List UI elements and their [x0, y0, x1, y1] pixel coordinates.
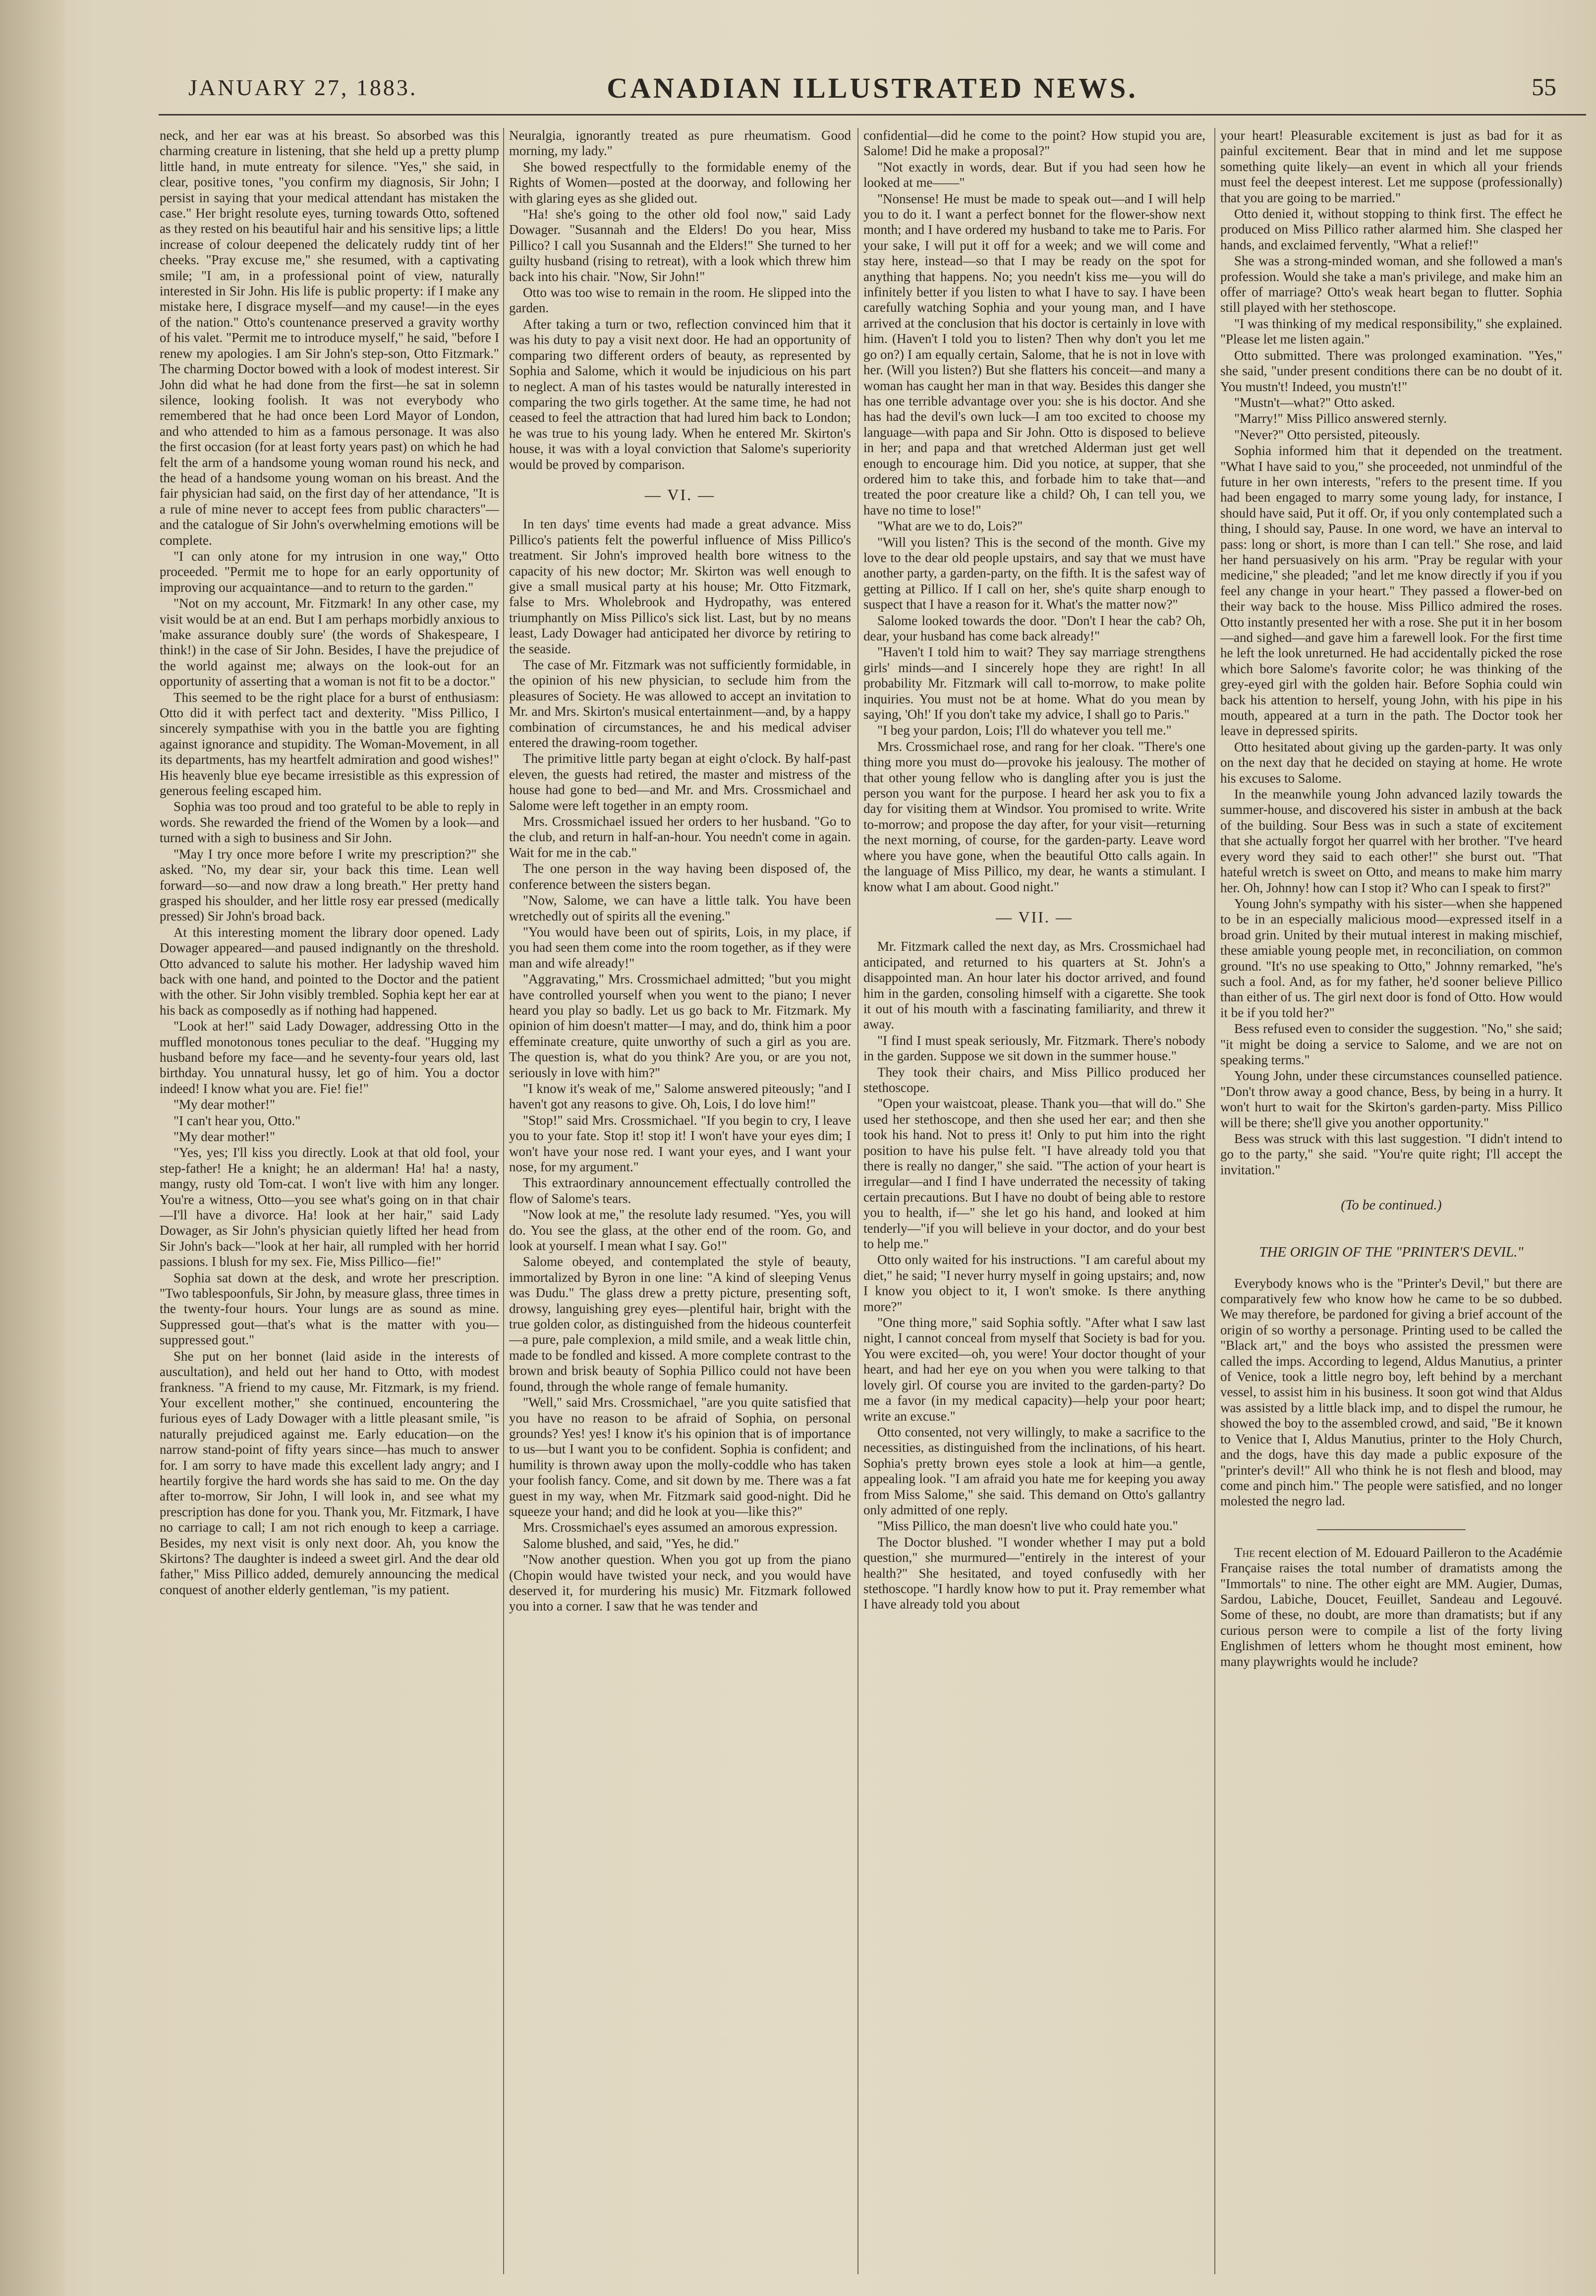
paragraph: "Now look at me," the resolute lady resumed. "Yes, you will do. You see the glass, at the other end of the room. Go, and look at yourself. I mean what I say. Go!"	[509, 1207, 851, 1254]
paragraph: "My dear mother!"	[173, 1129, 275, 1144]
note-lead-word: The	[1234, 1545, 1255, 1560]
paragraph: "What are we to do, Lois?"	[877, 518, 1023, 534]
paragraph: The Doctor blushed. "I wonder whether I may put a bold question," she murmured—"entirely in the interest of your health?" She hesitated, and toyed confusedly with her stethoscope. "I hardly know how to put it. Pray remember what I have already told you about	[863, 1534, 1205, 1612]
paragraph: After taking a turn or two, reflection convinced him that it was his duty to pay a visit next door. He had an opportunity of comparing two different orders of beauty, as represented by Sophia and Salome, which it would be injudicious on his part to neglect. A man of his tastes would be naturally interested in comparing the two girls together. At the same time, he had not ceased to feel the attraction that had lured him back to London; he was true to his young lady. When he entered Mr. Skirton's house, it was with a loyal conviction that Salome's superiority would be proved by comparison.	[509, 316, 851, 472]
paragraph: Bess refused even to consider the suggestion. "No," she said; "it might be doing a service to Salome, and we are not on speaking terms."	[1220, 1021, 1562, 1067]
paragraph: Salome blushed, and said, "Yes, he did."	[523, 1536, 740, 1551]
paragraph: "Not exactly in words, dear. But if you had seen how he looked at me——"	[863, 159, 1205, 190]
paragraph: Sophia informed him that it depended on the treatment. "What I have said to you," she proceeded, not unmindful of the future in her own interests, "refers to the present time. If you had been engaged to marry some young lady, for instance, I should have said, Put it off. Or, if you only contemplated such a thing, I should say, Pause. In one word, we have an interval to pass: long or short, is more than I can tell." She rose, and laid her hand persuasively on his arm. "Pray be regular with your medicine," she pleaded; "and let me know directly if you if you feel any change in your heart." They passed a flower-bed on their way back to the house. Miss Pillico admired the roses. Otto instantly presented her with a rose. She put it in her bosom—and sighed—and gave him a farewell look. For the first time he left the look unreturned. He had accidentally picked the rose which bore Salome's favorite color; he was thinking of the grey-eyed girl with the golden hair. Before Sophia could win back his attention to herself, young John, with his pipe in his mouth, appeared at a turn in the path. The Doctor took her leave in depressed spirits.	[1220, 443, 1562, 739]
paragraph: "Marry!" Miss Pillico answered sternly.	[1234, 411, 1447, 426]
paragraph: "Stop!" said Mrs. Crossmichael. "If you begin to cry, I leave you to your fate. Stop it! stop it! I won't have your eyes dim; I won't have your nose red. I want your eyes, and I want your nose, for my argument."	[509, 1112, 851, 1174]
column-4	[1220, 128, 1562, 2279]
paragraph: Mr. Fitzmark called the next day, as Mrs. Crossmichael had anticipated, and returned to his quarters at St. John's a disappointed man. An hour later his doctor arrived, and found him in the garden, consoling himself with a cigarette. She took it out of his mouth with a fascinating familiarity, and threw it away.	[863, 939, 1205, 1032]
paragraph: "I can only atone for my intrusion in one way," Otto proceeded. "Permit me to hope for an early opportunity of improving our acquaintance—and to return to the garden."	[160, 548, 499, 595]
paragraph: "One thing more," said Sophia softly. "After what I saw last night, I cannot conceal from myself that Society is bad for you. You were excited—oh, you were! Your doctor thought of your heart, and had her eye on you when you were talking to that lovely girl. Of course you are invited to the garden-party? Do me a favor (in my medical capacity)—help your poor heart; write an excuse."	[863, 1315, 1205, 1424]
paragraph: "I beg your pardon, Lois; I'll do whatever you tell me."	[877, 723, 1172, 738]
paragraph: "I know it's weak of me," Salome answered piteously; "and I haven't got any reasons to give. Oh, Lois, I do love him!"	[509, 1081, 851, 1112]
paragraph: Sophia sat down at the desk, and wrote her prescription. "Two tablespoonfuls, Sir John, by measure glass, three times in the twenty-four hours. Your lungs are as sound as mine. Suppressed gout—that's what is the matter with you—suppressed gout."	[160, 1270, 499, 1348]
column-divider	[857, 128, 858, 2274]
paragraph: She was a strong-minded woman, and she followed a man's profession. Would she take a man's privilege, and make him an offer of marriage? Otto's weak heart began to flutter. Sophia still played with her stethoscope.	[1220, 253, 1562, 315]
paragraph: This extraordinary announcement effectually controlled the flow of Salome's tears.	[509, 1175, 851, 1206]
paragraph: She put on her bonnet (laid aside in the interests of auscultation), and held out her hand to Otto, with modest frankness. "A friend to my cause, Mr. Fitzmark, is my friend. Your excellent mother," she continued, encountering the furious eyes of Lady Dowager with a little pleasant smile, "is naturally prejudiced against me. Early education—on the narrow stand-point of fifty years since—has much to answer for. I am sorry to have made this excellent lady angry; and I heartily forgive the hard words she has said to me. On the day after to-morrow, Sir John, I will look in, and see what my prescription has done for you. Thank you, Mr. Fitzmark, I have no carriage to call; I am not rich enough to keep a carriage. Besides, my next visit is only next door. Ah, you know the Skirtons? The daughter is indeed a sweet girl. And the dear old father," Miss Pillico added, demurely announcing the medical conquest of another elderly gentleman, "is my patient.	[160, 1348, 499, 1597]
paragraph: "I was thinking of my medical responsibility," she explained. "Please let me listen again."	[1220, 316, 1562, 347]
paragraph: In ten days' time events had made a great advance. Miss Pillico's patients felt the powerful influence of Miss Pillico's treatment. Sir John's improved health bore witness to the capacity of his new doctor; Mr. Skirton was well enough to give a small musical party at his house; Mr. Otto Fitzmark, false to Mrs. Wholebrook and Hydropathy, was entered triumphantly on Miss Pillico's sick list. Last, but by no means least, Lady Dowager had anticipated her divorce by retiring to the seaside.	[509, 517, 851, 656]
paragraph: Sophia was too proud and too grateful to be able to reply in words. She rewarded the friend of the Women by a look—and turned with a sigh to business and Sir John.	[160, 799, 499, 846]
paragraph: "Now, Salome, we can have a little talk. You have been wretchedly out of spirits all the evening."	[509, 893, 851, 923]
paragraph: Otto consented, not very willingly, to make a sacrifice to the necessities, as distinguished from the inclinations, of his heart. Sophia's pretty brown eyes stole a look at him—a gentle, appealing look. "I am afraid you hate me for keeping you away from Miss Salome," she said. This demand on Otto's gallantry only admitted of one reply.	[863, 1424, 1205, 1517]
paragraph: Otto was too wise to remain in the room. He slipped into the garden.	[509, 285, 851, 316]
paragraph: Bess was struck with this last suggestion. "I didn't intend to go to the party," she said. "You're quite right; I'll accept the invitation."	[1220, 1131, 1562, 1177]
paragraph: "May I try once more before I write my prescription?" she asked. "No, my dear sir, your back this time. Lean well forward—so—and now draw a long breath." Her pretty hand grasped his shoulder, and her little rosy ear pressed (medically pressed) Sir John's broad back.	[160, 846, 499, 924]
paragraph: "Yes, yes; I'll kiss you directly. Look at that old fool, your step-father! He a knight; he an alderman! Ha! ha! a nasty, mangy, rusty old Tom-cat. I won't live with him any longer. You're a witness, Otto—you see what's going on in that chair—I'll have a divorce. Ha! look at her hair," said Lady Dowager, as Sir John's physician quietly lifted her head from Sir John's back—"look at her hair, all rumpled with her horrid passions. I blush for my sex. Fie, Miss Pillico—fie!"	[160, 1145, 499, 1269]
paragraph: Otto only waited for his instructions. "I am careful about my diet," he said; "I never hurry myself in going upstairs; and, now I know you object to it, I won't smoke. Is there anything more?"	[863, 1252, 1205, 1314]
paragraph: "Not on my account, Mr. Fitzmark! In any other case, my visit would be at an end. But I am perhaps morbidly anxious to 'make assurance doubly sure' (the words of Shakespeare, I think!) in the case of Sir John. Besides, I have the prejudice of the world against me; always on the look-out for an opportunity of asserting that a woman is not fit to be a doctor."	[160, 596, 499, 689]
paragraph: your heart! Pleasurable excitement is just as bad for it as painful excitement. Bear that in mind and let me suppose something quite likely—an event in which all your friends must feel the deepest interest. Let me suppose (professionally) that you are going to be married."	[1220, 128, 1562, 205]
paragraph: "Mustn't—what?" Otto asked.	[1234, 395, 1395, 410]
paragraph: "Aggravating," Mrs. Crossmichael admitted; "but you might have controlled yourself when you went to the piano; I never heard you play so badly. Let us go back to Mr. Fitzmark. My opinion of him doesn't matter—I may, and do, think him a poor effeminate creature, quite unworthy of such a girl as you are. The question is, what do you think? Are you, or are you not, seriously in love with him?"	[509, 972, 851, 1080]
paragraph: The primitive little party began at eight o'clock. By half-past eleven, the guests had retired, the master and mistress of the house had gone to bed—and Mr. and Mrs. Crossmichael and Salome were left together in an empty room.	[509, 751, 851, 813]
note-text: recent election of M. Edouard Pailleron to the Académie Française raises the total number of dramatists among the "Immortals" to nine. The other eight are MM. Augier, Dumas, Sardou, Labiche, Doucet, Feuillet, Sandeau and Legouvé. Some of these, no doubt, are more than dramatists; but if any curious person were to compile a list of the forty living Englishmen of letters whom he thought most eminent, how many playwrights would he include?	[1220, 1545, 1562, 1669]
column-divider	[1214, 128, 1215, 2274]
paragraph: "Now another question. When you got up from the piano (Chopin would have twisted your neck, and you would have deserved it, for murdering his music) Mr. Fitzmark followed you into a corner. I saw that he was tender and	[509, 1552, 851, 1614]
paragraph: Mrs. Crossmichael's eyes assumed an amorous expression.	[523, 1520, 838, 1535]
page-number: 55	[1532, 73, 1556, 101]
masthead	[188, 74, 1556, 114]
paragraph: neck, and her ear was at his breast. So absorbed was this charming creature in listening, that she held up a pretty plump little hand, in mute entreaty for silence. "Yes," she said, in clear, positive tones, "you confirm my diagnosis, Sir John; I persist in saying that your medical attendant has mistaken the case." Her bright resolute eyes, turning towards Otto, softened as they rested on his beautiful hair and his sensitive lips; a little increase of colour deepened the delicately ruddy tint of her cheeks. "Pray excuse me," she resumed, with a captivating smile; "I am, in a professional point of view, naturally interested in Sir John. His life is public property: if I make any mistake here, I disgrace myself—and my cause!—in the eyes of the nation." Otto's countenance preserved a gravity worthy of his valet. "Permit me to introduce myself," he said, "before I renew my apologies. I am Sir John's step-son, Otto Fitzmark." The charming Doctor bowed with a look of modest interest. Sir John did what he had done from the first—he sat in solemn silence, looking foolish. It was not everybody who remembered that he had once been Lord Mayor of London, and who attended to him as a famous personage. It was also the first occasion (for at least forty years past) on which he had felt the arm of a handsome young woman round his neck, and the head of a handsome young woman on his breast. And the fair physician had said, on the first day of her attendance, "It is a rule of mine never to accept fees from public characters"—and the catalogue of Sir John's overwhelming emotions will be complete.	[160, 128, 499, 548]
paragraph: Otto denied it, without stopping to think first. The effect he produced on Miss Pillico rather alarmed him. She clasped her hands, and exclaimed fervently, "What a relief!"	[1220, 206, 1562, 252]
paragraph: She bowed respectfully to the formidable enemy of the Rights of Women—posted at the doorway, and following her with glaring eyes as she glided out.	[509, 159, 851, 206]
to-be-continued-note: (To be continued.)	[1341, 1198, 1442, 1213]
column-2	[509, 128, 851, 2279]
column-3	[863, 128, 1205, 2279]
paragraph: Everybody knows who is the "Printer's Devil," but there are comparatively few who know how he came to be so dubbed. We may therefore, be pardoned for giving a brief account of the origin of so worthy a personage. Printing used to be called the "Black art," and the boys who assisted the pressmen were called the imps. According to legend, Aldus Manutius, a printer of Venice, took a little negro boy, left behind by a merchant vessel, to assist him in his business. It soon got wind that Aldus was assisted by a little black imp, and to dispel the rumour, he showed the boy to the assembled crowd, and said, "Be it known to Venice that I, Aldus Manutius, printer to the Holy Church, and the dogs, have this day made a public exposure of the "printer's devil!" All who think he is not flesh and blood, may come and pinch him." The people were satisfied, and no longer molested the negro lad.	[1220, 1275, 1562, 1509]
column-1	[160, 128, 499, 2279]
paragraph: "Haven't I told him to wait? They say marriage strengthens girls' minds—and I sincerely hope they are right! In all probability Mr. Fitzmark will call to-morrow, to make polite inquiries. You must not be at home. What do you mean by saying, 'Oh!' If you don't take my advice, I shall go to Paris."	[863, 644, 1205, 722]
header-rule	[159, 114, 1586, 115]
page-edge-shadow	[0, 0, 64, 2296]
section-heading: — VI. —	[509, 487, 851, 503]
article-separator	[1317, 1529, 1466, 1530]
paragraph: Young John's sympathy with his sister—when she happened to be in an especially malicious mood—expressed itself in a broad grin. United by their mutual interest in making mischief, these amiable young people met, in reconciliation, on common ground. "It's no use speaking to Otto," Johnny remarked, "he's such a fool. And, as for my father, he'd sooner believe Pillico than either of us. The girl next door is fond of Otto. How would it be if you told her?"	[1220, 896, 1562, 1020]
paragraph: This seemed to be the right place for a burst of enthusiasm: Otto did it with perfect tact and dexterity. "Miss Pillico, I sincerely sympathise with you in the battle you are fighting against ignorance and stupidity. The Woman-Movement, in all its departments, has my heartfelt admiration and good wishes!" His heavenly blue eye became irresistible as this expression of generous feeling escaped him.	[160, 689, 499, 799]
paragraph: "I find I must speak seriously, Mr. Fitzmark. There's nobody in the garden. Suppose we sit down in the summer house."	[863, 1033, 1205, 1064]
paragraph: confidential—did he come to the point? How stupid you are, Salome! Did he make a proposal?"	[863, 128, 1205, 159]
paragraph: Salome obeyed, and contemplated the style of beauty, immortalized by Byron in one line: "A kind of sleeping Venus was Dudu." The glass drew a pretty picture, presenting soft, drowsy, languishing grey eyes—plentiful hair, bright with the true golden color, as distinguished from the hideous counterfeit—a pure, pale complexion, a mild smile, and a weak little chin, made to be fondled and kissed. A more complete contrast to the brown and brisk beauty of Sophia Pillico could not have been found, through the whole range of female humanity.	[509, 1254, 851, 1394]
paragraph: "Well," said Mrs. Crossmichael, "are you quite satisfied that you have no reason to be afraid of Sophia, on personal grounds? Yes! yes! I know it's his opinion that is of importance to us—but I want you to be confident. Sophia is confident; and humility is thrown away upon the molly-coddle who has taken your foolish fancy. Come, and sit down by me. There was a fat guest in my way, when Mr. Fitzmark said good-night. Did he squeeze your hand; and did he look at you—like this?"	[509, 1395, 851, 1519]
publication-title: CANADIAN ILLUSTRATED NEWS.	[607, 72, 1138, 104]
paragraph: "Ha! she's going to the other old fool now," said Lady Dowager. "Susannah and the Elders! Do you hear, Miss Pillico? I call you Susannah and the Elders!" She turned to her guilty husband (rising to retreat), with a look which threw him back into his chair. "Now, Sir John!"	[509, 207, 851, 284]
paragraph: Otto hesitated about giving up the garden-party. It was only on the next day that he decided on staying at home. He wrote his excuses to Salome.	[1220, 739, 1562, 786]
paragraph: "Will you listen? This is the second of the month. Give my love to the dear old people upstairs, and say that we must have another party, a garden-party, on the fifth. It is the safest way of getting at Pillico. If I call on her, she's quite sharp enough to suspect that I have a reason for it. What's the matter now?"	[863, 534, 1205, 612]
paragraph: The one person in the way having been disposed of, the conference between the sisters began.	[509, 861, 851, 892]
paragraph: "Never?" Otto persisted, piteously.	[1234, 427, 1420, 442]
paragraph: They took their chairs, and Miss Pillico produced her stethoscope.	[863, 1064, 1205, 1095]
paragraph: "My dear mother!"	[173, 1097, 275, 1112]
paragraph: Mrs. Crossmichael rose, and rang for her cloak. "There's one thing more you must do—provoke his jealousy. The mother of that other young fellow who is dangling after you is just the person you want for the purpose. I heard her ask you to fix a day for visiting them at Windsor. You promised to write. Write to-morrow; and propose the day after, for your visit—returning the next morning, of course, for the garden-party. Leave word where you have gone, when the beautiful Otto calls again. In the language of Miss Pillico, my dear, he wants a stimulant. I know what I am about. Good night."	[863, 739, 1205, 894]
news-note	[1220, 1545, 1562, 1669]
paragraph: Young John, under these circumstances counselled patience. "Don't throw away a good chance, Bess, by being in a hurry. It won't hurt to wait for the Skirton's garden-party. Miss Pillico will be there; she'll give you another opportunity."	[1220, 1068, 1562, 1130]
paragraph: Mrs. Crossmichael issued her orders to her husband. "Go to the club, and return in half-an-hour. You needn't come in again. Wait for me in the cab."	[509, 814, 851, 860]
paragraph: Salome looked towards the door. "Don't I hear the cab? Oh, dear, your husband has come back already!"	[863, 613, 1205, 643]
article-title: THE ORIGIN OF THE "PRINTER'S DEVIL."	[1259, 1244, 1524, 1260]
paragraph: "Look at her!" said Lady Dowager, addressing Otto in the muffled monotonous tones peculiar to the deaf. "Hugging my husband before my face—and he seventy-four years old, last birthday. You unnatural hussy, let go of him. You a doctor indeed! I know what you are. Fie! fie!"	[160, 1019, 499, 1096]
paragraph: The case of Mr. Fitzmark was not sufficiently formidable, in the opinion of his new physician, to seclude him from the pleasures of Society. He was allowed to accept an invitation to Mr. and Mrs. Skirton's musical entertainment—and, by a happy combination of circumstances, he and his medical adviser entered the drawing-room together.	[509, 657, 851, 750]
column-divider	[503, 128, 504, 2274]
paragraph: "I can't hear you, Otto."	[173, 1113, 301, 1128]
issue-date: JANUARY 27, 1883.	[188, 75, 418, 100]
paragraph: "Miss Pillico, the man doesn't live who could hate you."	[877, 1518, 1178, 1534]
paragraph: Otto submitted. There was prolonged examination. "Yes," she said, "under present conditions there can be no doubt of it. You mustn't! Indeed, you mustn't!"	[1220, 347, 1562, 394]
paragraph: "You would have been out of spirits, Lois, in my place, if you had seen them come into the room together, as if they were man and wife already!"	[509, 924, 851, 971]
paragraph: "Open your waistcoat, please. Thank you—that will do." She used her stethoscope, and then she used her ear; and then she took his hand. Not to press it! Only to put him into the right position to have his pulse felt. "I have already told you that there is really no danger," she said. "The action of your heart is irregular—and I find I have underrated the necessity of taking certain precautions. But I have no doubt of being able to restore you to health, if—" she let go his hand, and looked at him tenderly—"if you will believe in your doctor, and do your best to help me."	[863, 1096, 1205, 1252]
paragraph: Neuralgia, ignorantly treated as pure rheumatism. Good morning, my lady."	[509, 128, 851, 159]
paragraph: "Nonsense! He must be made to speak out—and I will help you to do it. I want a perfect bonnet for the flower-show next month; and I have ordered my husband to take me to Paris. For your sake, I will put it off for a week; and we will come and stay here, instead—so that I may be ready on the spot for anything that happens. No; you needn't kiss me—you will do infinitely better if you listen to what I have to say. I have been carefully watching Sophia and your young man, and I have arrived at the conclusion that his doctor is certainly in love with him. (Haven't I told you to listen? Then why don't you let me go on?) I am equally certain, Salome, that he is not in love with her. (Will you listen?) But she flatters his conceit—and many a woman has caught her man in that way. Besides this danger she has one terrible advantage over you: she is his doctor. And she has had the devil's own luck—I am too excited to choose my language—with papa and Sir John. Otto is disposed to believe in her; and papa and that wretched Alderman just get well enough to encourage him. Did you notice, at supper, that she ordered him to take this, and forbade him to take that—and treated the poor creature like a child? Oh, I can tell you, we have no time to lose!"	[863, 191, 1205, 517]
section-heading: — VII. —	[863, 910, 1205, 925]
paragraph: At this interesting moment the library door opened. Lady Dowager appeared—and paused indignantly on the threshold. Otto advanced to salute his mother. Her ladyship waved him back with one hand, and pointed to the Doctor and the patient with the other. Sir John visibly trembled. Sophia kept her ear at his back as composedly as if nothing had happened.	[160, 924, 499, 1018]
paragraph: In the meanwhile young John advanced lazily towards the summer-house, and discovered his sister in ambush at the back of the building. Sour Bess was in such a state of excitement that she actually forgot her quarrel with her brother. "I've heard every word they said to each other!" she burst out. "That hateful wretch is sweet on Otto, and means to make him marry her. Oh, Johnny! how can I stop it? Who can I speak to first?"	[1220, 787, 1562, 895]
